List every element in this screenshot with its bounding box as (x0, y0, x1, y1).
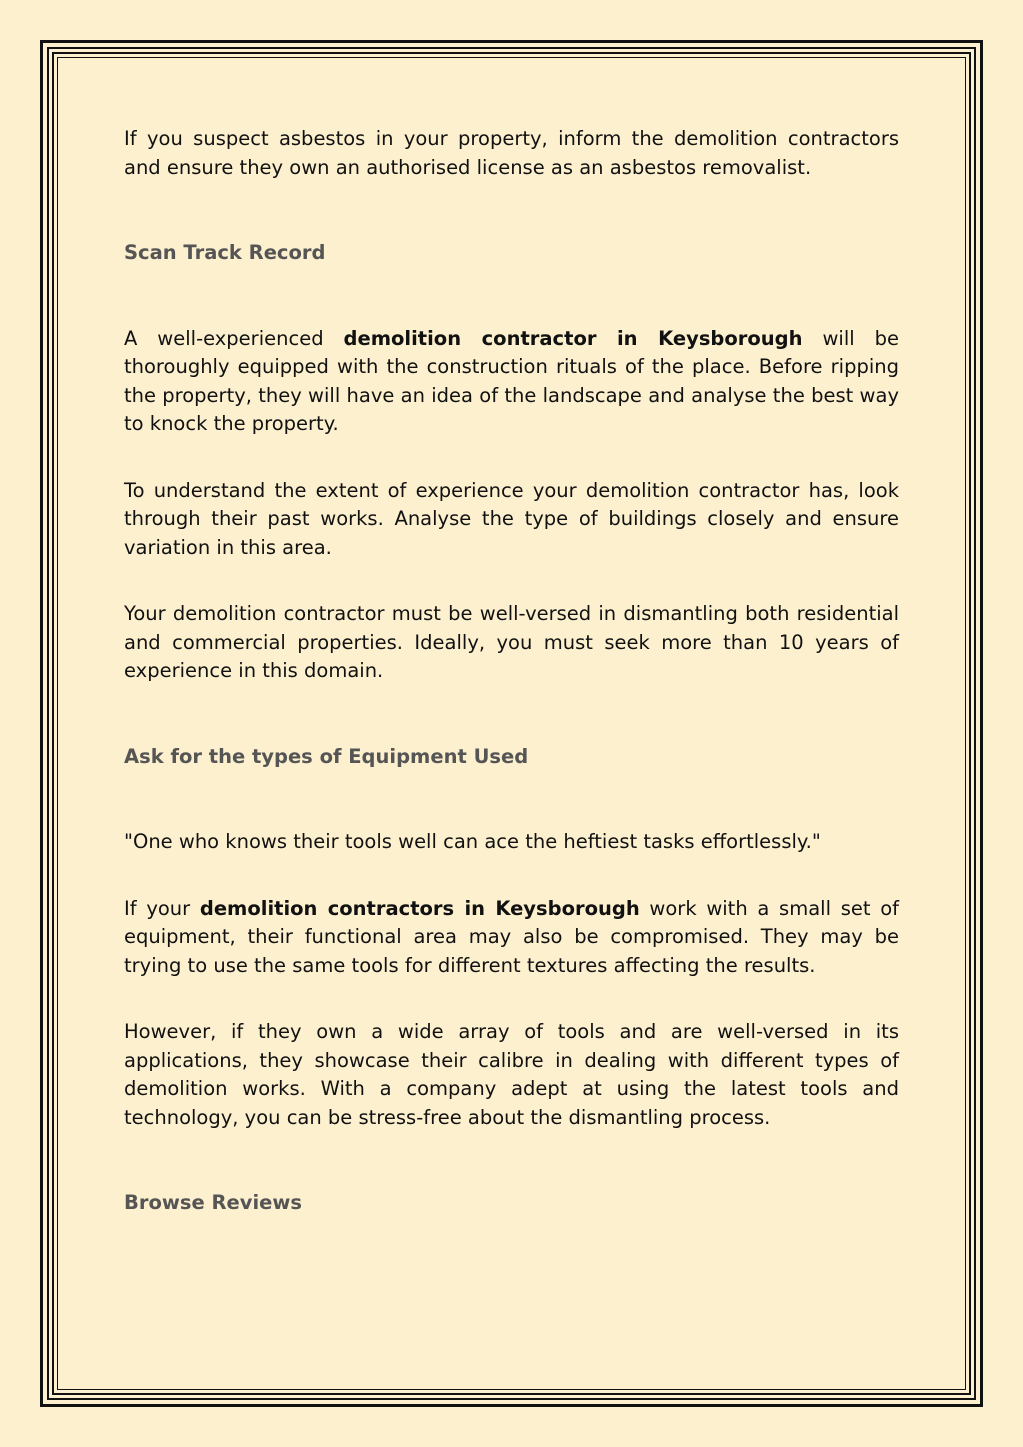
paragraph-quote: "One who knows their tools well can ace the heftiest tasks effortlessly." (124, 830, 821, 853)
keyword-demolition-contractor-keysborough: demolition contractor in Keysborough (343, 326, 803, 350)
keyword-demolition-contractors-keysborough: demolition contractors in Keysborough (199, 896, 640, 920)
paragraph-asbestos: If you suspect asbestos in your property, inform the demolition contractors and ensure they own an authorised license as an asbestos removalist. (124, 127, 899, 179)
paragraph-experienced-after: will be thoroughly equipped with the construction rituals of the place. Before ripping the property, they will have an idea of the landscape and analyse the best way to knock the property. (124, 326, 899, 435)
heading-reviews: Browse Reviews (124, 1191, 302, 1214)
paragraph-extent: To understand the extent of experience your demolition contractor has, look through their past works. Analyse the type of buildings closely and ensure variation in this area. (124, 478, 899, 559)
heading-equipment: Ask for the types of Equipment Used (124, 744, 529, 768)
paragraph-versed: Your demolition contractor must be well-versed in dismantling both residential and commercial properties. Ideally, you must seek more than 10 years of experience in this domain. (124, 602, 899, 682)
paragraph-small-set-after: work with a small set of equipment, their functional area may also be compromised. They may be trying to use the same tools for different textures affecting the results. (124, 896, 899, 977)
paragraph-wide-array: However, if they own a wide array of tools and are well-versed in its applications, they showcase their calibre in dealing with different types of demolition works. With a company adept at using the latest tools and technology, you can be stress-free about the dismantling process. (124, 1020, 899, 1129)
heading-track-record: Scan Track Record (124, 241, 326, 264)
paragraph-small-set (124, 895, 899, 981)
document-body (124, 125, 899, 1218)
paragraph-small-set-before: If your (124, 896, 200, 920)
paragraph-experienced (124, 325, 899, 439)
paragraph-experienced-before: A well-experienced (124, 326, 344, 350)
